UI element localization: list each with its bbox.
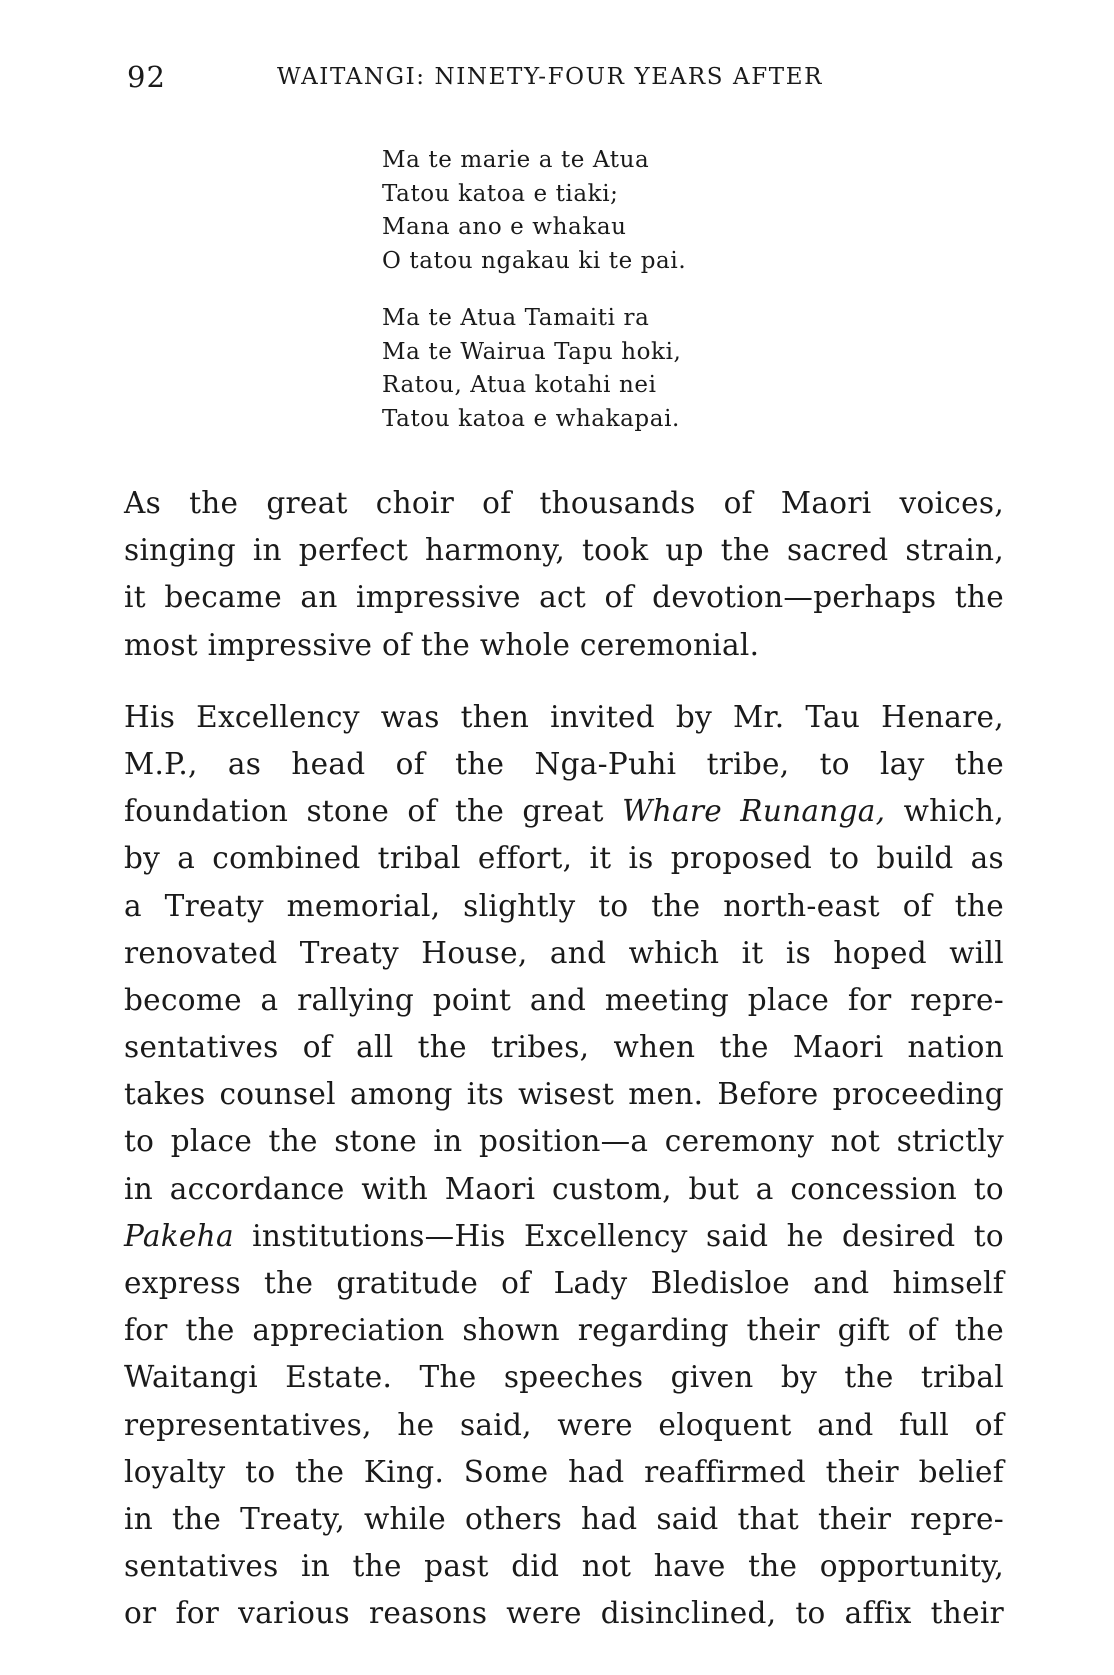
paragraph [124, 694, 1004, 1638]
text-line [124, 977, 1004, 1024]
text-segment: which, [885, 794, 1004, 829]
text-segment: in accordance with Maori custom, but a concession to [124, 1171, 1004, 1206]
text-line [124, 694, 1004, 741]
hymn-line: Tatou katoa e whakapai. [382, 405, 680, 432]
text-segment: loyalty to the King. Some had reaffirmed their belief [124, 1454, 1004, 1489]
text-line [124, 1496, 1004, 1543]
hymn-stanza [382, 144, 942, 278]
hymn-line: Ratou, Atua kotahi nei [382, 372, 657, 398]
text-line [124, 741, 1004, 788]
text-segment: renovated Treaty House, and which it is hoped will [124, 935, 1004, 970]
text-segment: M.P., as head of the Nga-Puhi tribe, to lay the [124, 746, 1004, 781]
text-segment: to place the stone in position—a ceremony not strictly [124, 1124, 1004, 1159]
text-line [124, 788, 1004, 835]
text-line [124, 1354, 1004, 1401]
text-segment: sentatives in the past did not have the opportunity, [124, 1549, 1004, 1584]
text-segment: representatives, he said, were eloquent and full of [124, 1407, 1004, 1442]
text-segment: become a rallying point and meeting place for repre- [124, 982, 1004, 1017]
text-segment: for the appreciation shown regarding their gift of the [124, 1313, 1004, 1348]
text-line [124, 1307, 1004, 1354]
running-title: WAITANGI: NINETY-FOUR YEARS AFTER [277, 64, 824, 90]
text-line [124, 883, 1004, 930]
text-line [124, 480, 1004, 527]
text-segment: sentatives of all the tribes, when the Maori nation [124, 1030, 1004, 1065]
text-line [124, 622, 1004, 669]
hymn-line: Tatou katoa e tiaki; [382, 180, 619, 207]
hymn-stanza [382, 302, 942, 436]
paragraph [124, 480, 1004, 669]
hymn-line: O tatou ngakau ki te pai. [382, 247, 687, 274]
page-number: 92 [127, 60, 166, 94]
text-line [124, 1118, 1004, 1165]
text-line [124, 574, 1004, 621]
text-line [124, 1260, 1004, 1307]
text-segment: in the Treaty, while others had said that their repre- [124, 1501, 1004, 1536]
text-line [124, 930, 1004, 977]
text-line [124, 1024, 1004, 1071]
body-text [124, 480, 1004, 1663]
text-segment: it became an impressive act of devotion—perhaps the [124, 580, 1004, 615]
text-line [124, 527, 1004, 574]
text-segment: most impressive of the whole ceremonial. [124, 627, 760, 662]
text-line [124, 1590, 1004, 1637]
text-line [124, 1213, 1004, 1260]
text-segment: foundation stone of the great [124, 794, 623, 829]
text-line [124, 1543, 1004, 1590]
text-segment: or for various reasons were disinclined, to affix their [124, 1596, 1004, 1631]
text-segment: singing in perfect harmony, took up the sacred strain, [124, 533, 1004, 568]
text-line [124, 835, 1004, 882]
text-segment: takes counsel among its wisest men. Before proceeding [124, 1077, 1004, 1112]
hymn-line: Ma te marie a te Atua [382, 147, 650, 173]
text-segment: by a combined tribal effort, it is proposed to build as [124, 841, 1004, 876]
hymn-line: Mana ano e whakau [382, 214, 627, 240]
maori-hymn [382, 144, 942, 460]
text-segment: As the great choir of thousands of Maori voices, [124, 486, 1004, 520]
text-line [124, 1071, 1004, 1118]
text-line [124, 1402, 1004, 1449]
text-segment: Waitangi Estate. The speeches given by the tribal [124, 1360, 1004, 1395]
text-line [124, 1166, 1004, 1213]
hymn-line: Ma te Wairua Tapu hoki, [382, 338, 682, 365]
text-segment: institutions—His Excellency said he desired to [233, 1218, 1004, 1253]
italic-phrase: Pakeha [124, 1218, 234, 1253]
italic-phrase: Whare Runanga, [622, 794, 886, 829]
text-segment: a Treaty memorial, slightly to the north-east of the [124, 888, 1004, 923]
text-segment: express the gratitude of Lady Bledisloe and himself [124, 1266, 1004, 1300]
text-segment: His Excellency was then invited by Mr. Tau Henare, [124, 699, 1004, 734]
hymn-line: Ma te Atua Tamaiti ra [382, 305, 650, 331]
text-line [124, 1449, 1004, 1496]
